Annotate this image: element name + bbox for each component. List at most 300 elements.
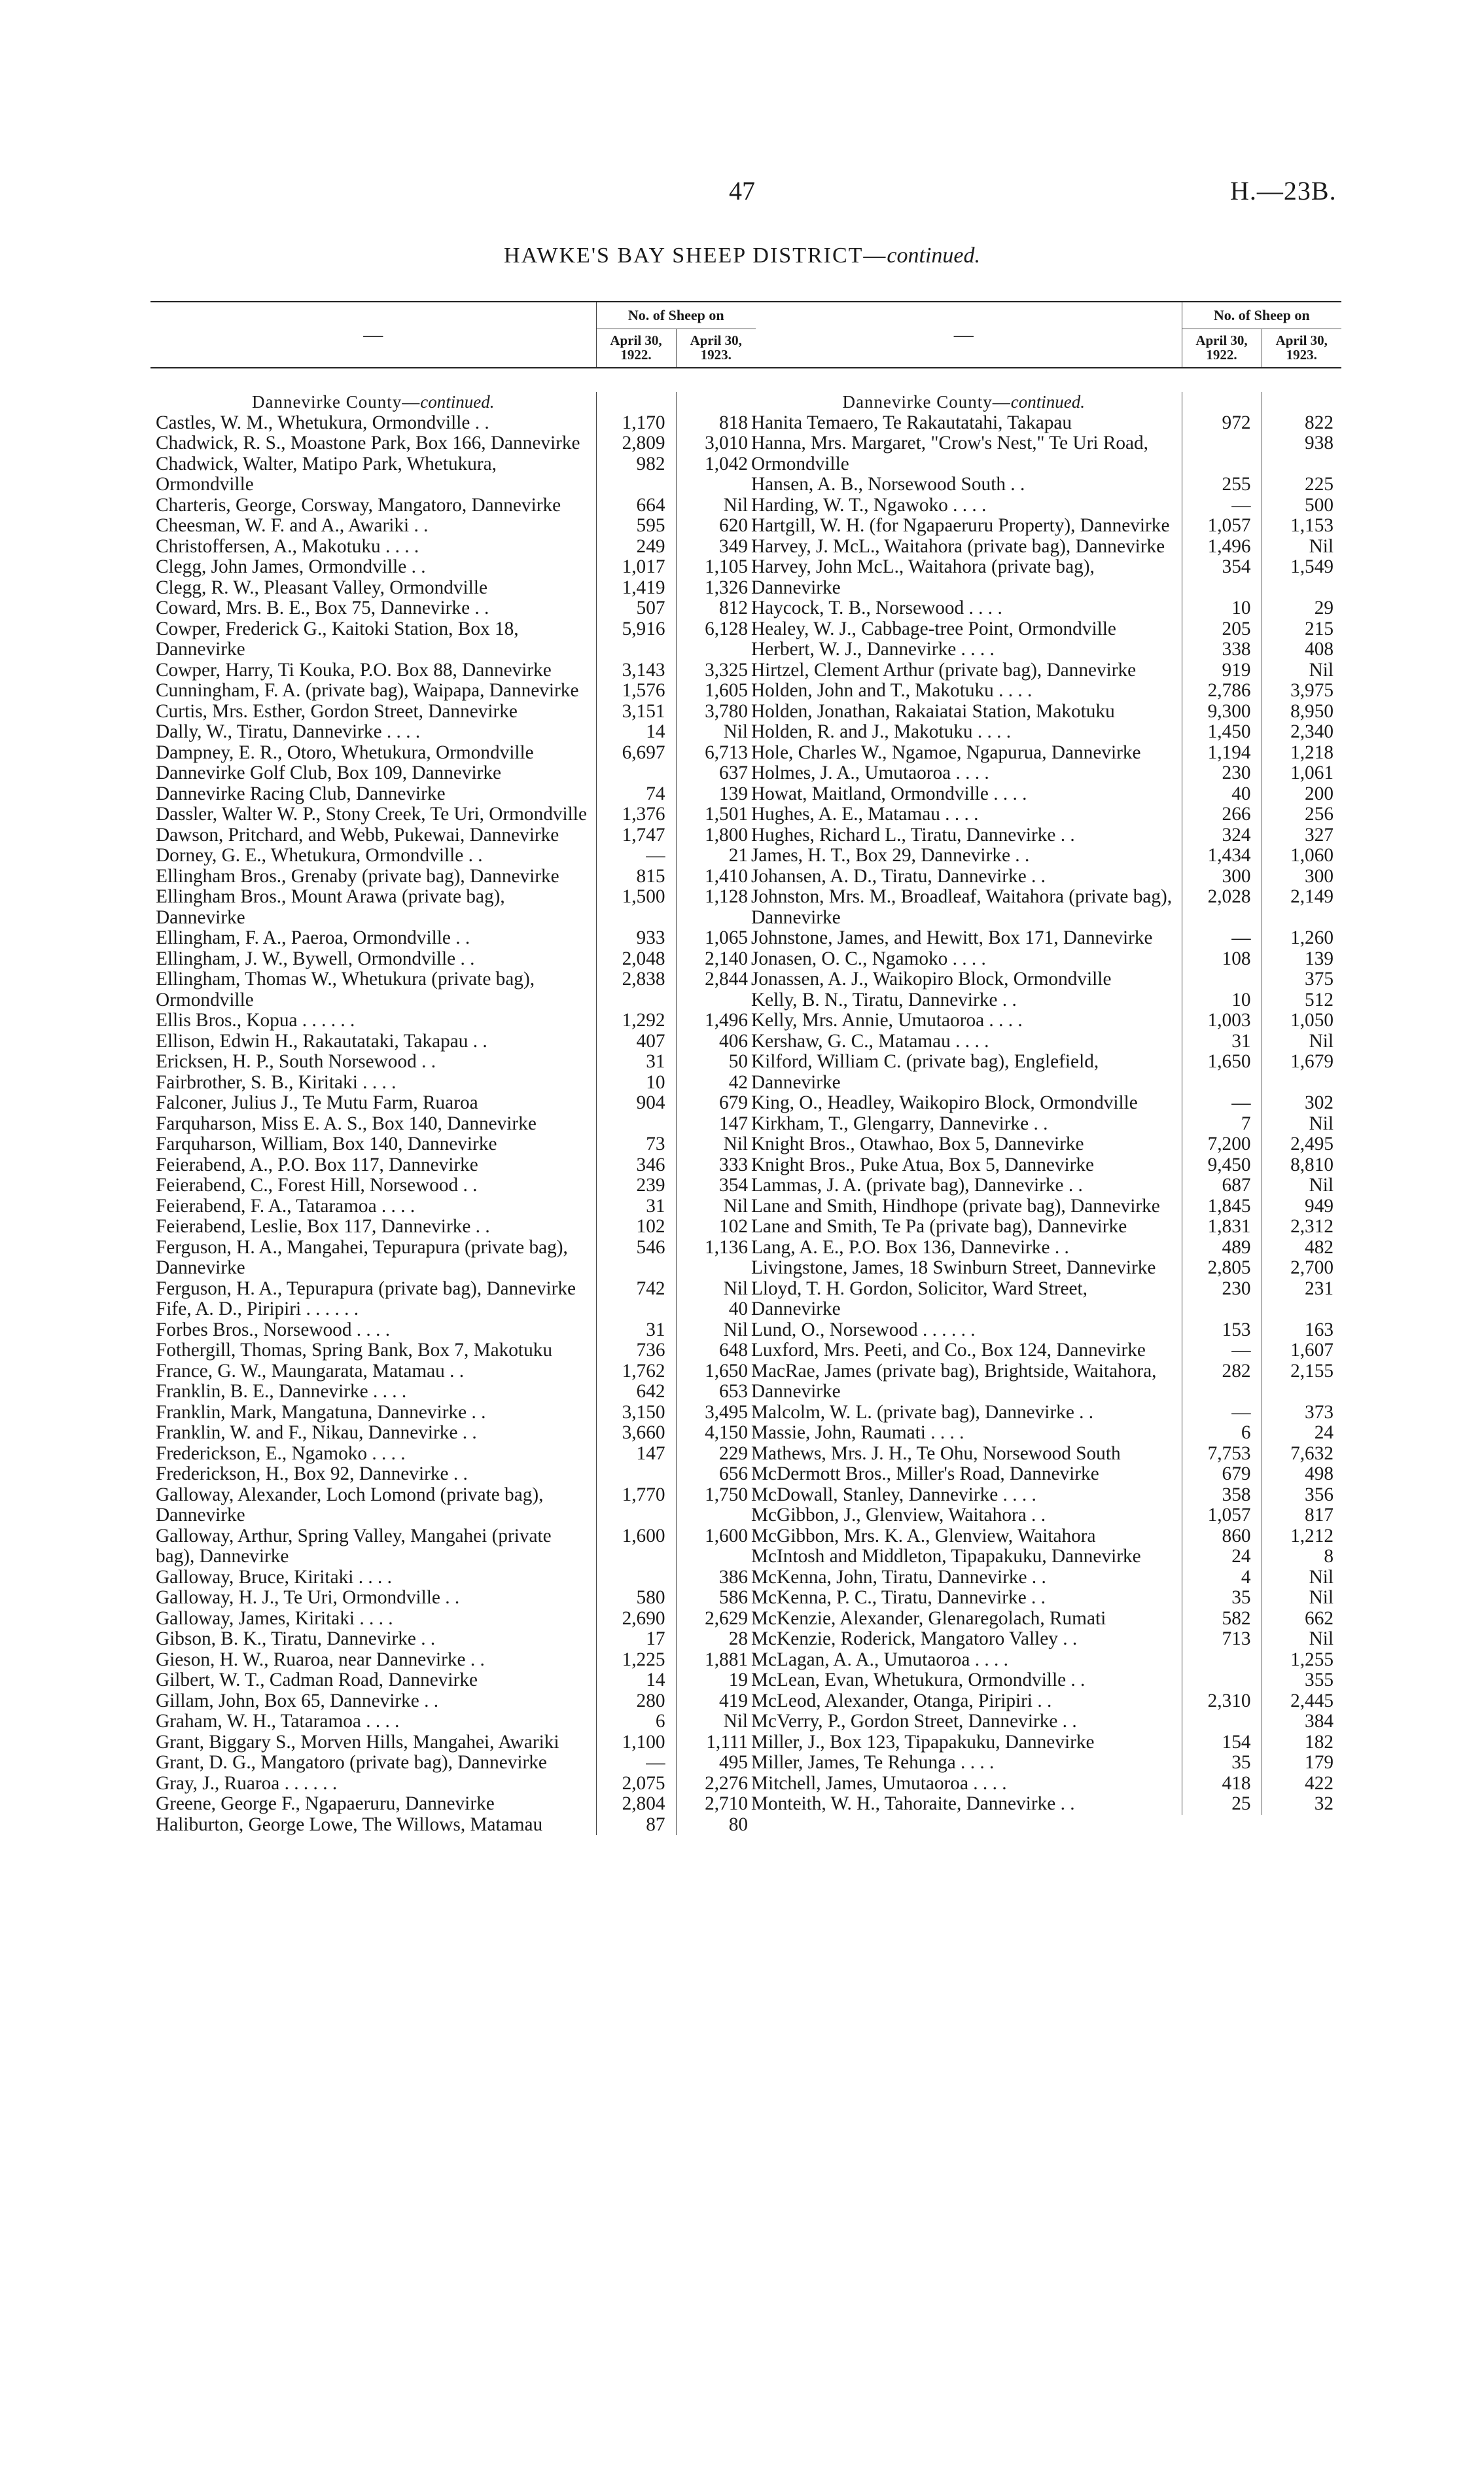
table-row — [746, 1155, 1341, 1176]
sheep-1923: 1,410 — [705, 865, 748, 887]
sheep-1922: 860 — [1182, 1526, 1262, 1547]
sheep-1923: 32 — [1314, 1793, 1334, 1814]
sheep-1922 — [596, 1567, 676, 1588]
sheep-1923: 586 — [719, 1587, 748, 1608]
sheep-1923: 215 — [1305, 618, 1334, 639]
sheep-1923: 7,632 — [1290, 1442, 1334, 1464]
sheep-1923: 422 — [1305, 1772, 1334, 1794]
table-row — [150, 1238, 756, 1279]
sheep-1922: 31 — [596, 1196, 676, 1217]
left-column — [150, 301, 756, 1835]
table-row — [746, 949, 1341, 970]
sheep-1923: 2,149 — [1290, 886, 1334, 907]
table-row — [150, 1464, 756, 1485]
owner-name: Monteith, W. H., Tahoraite, Dannevirke . . — [751, 1793, 1075, 1814]
table-row — [150, 660, 756, 681]
table-row — [150, 1588, 756, 1609]
table-row — [150, 1299, 756, 1320]
owner-name: Cunningham, F. A. (private bag), Waipapa, Dannevirke — [156, 680, 579, 701]
sheep-1922: 266 — [1182, 804, 1262, 825]
sheep-1923: 648 — [719, 1340, 748, 1361]
sheep-1922: — — [596, 1753, 676, 1774]
year-1922-line1: April 30, — [610, 332, 662, 348]
sheep-1922: 230 — [1182, 1279, 1262, 1320]
sheep-1922: 904 — [596, 1093, 676, 1114]
table-row — [746, 1031, 1341, 1052]
sheep-1923: 3,780 — [705, 700, 748, 722]
table-row — [746, 598, 1341, 619]
sheep-1922: 2,786 — [1182, 681, 1262, 702]
right-column — [746, 301, 1341, 1815]
sheep-1922: 2,075 — [596, 1774, 676, 1795]
sheep-1923: 2,312 — [1290, 1216, 1334, 1237]
sheep-1922: 6 — [596, 1711, 676, 1732]
sheep-1923: 1,105 — [705, 556, 748, 577]
sheep-1923: 1,496 — [705, 1010, 748, 1031]
sheep-1922: 324 — [1182, 825, 1262, 846]
table-row — [746, 1629, 1341, 1650]
sheep-1922: 73 — [596, 1134, 676, 1155]
owner-name: Hanna, Mrs. Margaret, "Crow's Nest," Te Uri Road, Ormondville — [751, 433, 1149, 474]
sheep-1923: 355 — [1305, 1670, 1334, 1690]
sheep-1923: 679 — [719, 1092, 748, 1113]
owner-name: Ellingham Bros., Mount Arawa (private bag), Dannevirke — [156, 886, 505, 928]
table-row — [150, 1175, 756, 1196]
owner-name: Ferguson, H. A., Mangahei, Tepurapura (private bag), Dannevirke — [156, 1236, 568, 1278]
table-row — [150, 1340, 756, 1361]
sheep-1923: 80 — [728, 1814, 748, 1835]
sheep-1922: 3,150 — [596, 1403, 676, 1423]
owner-name: Ellison, Edwin H., Rakautataki, Takapau . . — [156, 1030, 487, 1052]
table-row — [746, 1340, 1341, 1361]
table-row — [150, 1444, 756, 1465]
owner-name: Hirtzel, Clement Arthur (private bag), Dannevirke — [751, 659, 1137, 681]
owner-name: Franklin, Mark, Mangatuna, Dannevirke . . — [156, 1401, 486, 1423]
table-row — [746, 1691, 1341, 1712]
sheep-1922: 1,496 — [1182, 537, 1262, 558]
table-row — [746, 1238, 1341, 1259]
owner-name: Grant, D. G., Mangatoro (private bag), Dannevirke — [156, 1752, 547, 1773]
table-row — [150, 537, 756, 558]
sheep-1923: 1,501 — [705, 804, 748, 825]
sheep-1922: 1,003 — [1182, 1010, 1262, 1031]
sheep-1923: 2,710 — [705, 1793, 748, 1814]
sheep-1922: 1,194 — [1182, 743, 1262, 764]
owner-name: Galloway, James, Kiritaki . . . . — [156, 1607, 393, 1629]
sheep-1922 — [596, 1464, 676, 1485]
sheep-1923: 1,750 — [705, 1484, 748, 1505]
sheep-1922: 14 — [596, 1670, 676, 1691]
sheep-1923: 24 — [1314, 1422, 1334, 1443]
sheep-1923: 2,445 — [1290, 1690, 1334, 1711]
sheep-1922: 2,805 — [1182, 1258, 1262, 1279]
table-row — [150, 1155, 756, 1176]
sheep-1923: 1,042 — [705, 453, 748, 474]
table-row — [746, 1794, 1341, 1815]
sheep-1923: 349 — [719, 535, 748, 557]
sheep-1922: 742 — [596, 1279, 676, 1300]
table-row — [746, 1526, 1341, 1547]
table-row — [150, 743, 756, 764]
sheep-1923: 163 — [1305, 1319, 1334, 1340]
owner-name: Galloway, H. J., Te Uri, Ormondville . . — [156, 1587, 460, 1608]
owner-name: Hole, Charles W., Ngamoe, Ngapurua, Dannevirke — [751, 742, 1141, 763]
table-row — [150, 1134, 756, 1155]
table-row — [150, 1073, 756, 1094]
sheep-1922: 9,300 — [1182, 702, 1262, 723]
sheep-1923: 8 — [1324, 1546, 1334, 1567]
owner-name: Miller, J., Box 123, Tipapakuku, Dannevirke — [751, 1731, 1095, 1753]
sheep-1922: 982 — [596, 454, 676, 495]
sheep-1923: 2,340 — [1290, 721, 1334, 742]
table-row — [150, 1031, 756, 1052]
sheep-1922: 1,376 — [596, 804, 676, 825]
year-1922-line2: 1922. — [620, 347, 652, 363]
owner-name: Coward, Mrs. B. E., Box 75, Dannevirke . . — [156, 598, 489, 618]
owner-name: Ellingham, F. A., Paeroa, Ormondville . . — [156, 927, 470, 948]
sheep-1922: 2,809 — [596, 433, 676, 454]
table-row — [746, 784, 1341, 805]
sheep-1922: 546 — [596, 1238, 676, 1279]
sheep-1922: 1,770 — [596, 1485, 676, 1526]
owner-name: Feierabend, F. A., Tataramoa . . . . — [156, 1195, 415, 1217]
sheep-1923: 500 — [1305, 494, 1334, 516]
table-row — [150, 1629, 756, 1650]
sheep-1922: 1,057 — [1182, 1505, 1262, 1526]
sheep-1922: 1,017 — [596, 557, 676, 578]
sheep-table-left — [150, 301, 756, 1835]
sheep-1922: — — [1182, 495, 1262, 516]
sheep-1922: 2,048 — [596, 949, 676, 970]
owner-name: Malcolm, W. L. (private bag), Dannevirke . . — [751, 1401, 1094, 1423]
owner-name: Haycock, T. B., Norsewood . . . . — [751, 598, 1002, 618]
owner-name: Kershaw, G. C., Matamau . . . . — [751, 1030, 989, 1052]
sheep-1922 — [1182, 1650, 1262, 1671]
table-row — [150, 1526, 756, 1567]
sheep-1922: 6,697 — [596, 743, 676, 764]
sheep-1923: 256 — [1305, 804, 1334, 825]
owner-name: Chadwick, Walter, Matipo Park, Whetukura, Ormondville — [156, 453, 497, 495]
table-row — [746, 537, 1341, 558]
owner-name: Dawson, Pritchard, and Webb, Pukewai, Dannevirke — [156, 824, 559, 846]
sheep-1923: 200 — [1305, 783, 1334, 804]
owner-name: Hansen, A. B., Norsewood South . . — [751, 474, 1025, 495]
sheep-1923: 482 — [1305, 1236, 1334, 1258]
sheep-1922: 14 — [596, 722, 676, 743]
sheep-1923: 327 — [1305, 824, 1334, 846]
sheep-1923: 512 — [1305, 989, 1334, 1010]
table-row — [150, 784, 756, 805]
table-row — [150, 887, 756, 928]
sheep-1922: 933 — [596, 928, 676, 949]
sheep-1923: 40 — [728, 1298, 748, 1319]
sheep-1922 — [1182, 969, 1262, 990]
sheep-1923: 8,810 — [1290, 1154, 1334, 1175]
owner-name: Lane and Smith, Hindhope (private bag), Dannevirke — [751, 1195, 1160, 1217]
page-number: 47 — [729, 176, 755, 206]
owner-name: Ferguson, H. A., Tepurapura (private bag), Dannevirke — [156, 1278, 576, 1299]
sheep-count-group-header: No. of Sheep on — [1182, 302, 1341, 329]
owner-name: Dannevirke Golf Club, Box 109, Dannevirke — [156, 762, 502, 783]
owner-name: Holden, R. and J., Makotuku . . . . — [751, 721, 1012, 742]
owner-name: Johnstone, James, and Hewitt, Box 171, Dannevirke — [751, 927, 1153, 948]
sheep-1923: 1,549 — [1290, 556, 1334, 577]
year-1922-line2: 1922. — [1206, 347, 1237, 363]
owner-name: Herbert, W. J., Dannevirke . . . . — [751, 639, 995, 660]
owner-name: Lang, A. E., P.O. Box 136, Dannevirke . . — [751, 1236, 1069, 1258]
sheep-1922: 679 — [1182, 1464, 1262, 1485]
year-1923-line2: 1923. — [700, 347, 732, 363]
table-row — [746, 1175, 1341, 1196]
table-row — [150, 949, 756, 970]
sheep-1922: 108 — [1182, 949, 1262, 970]
sheep-1923: 229 — [719, 1442, 748, 1464]
sheep-1922: 346 — [596, 1155, 676, 1176]
sheep-1923: 1,260 — [1290, 927, 1334, 948]
table-row — [746, 1485, 1341, 1506]
owner-name: Hartgill, W. H. (for Ngapaeruru Property), Dannevirke — [751, 515, 1170, 536]
sheep-1922: 582 — [1182, 1609, 1262, 1630]
sheep-1923: Nil — [1309, 1175, 1334, 1196]
owner-name: Dorney, G. E., Whetukura, Ormondville . . — [156, 845, 483, 866]
sheep-1923: 8,950 — [1290, 700, 1334, 722]
table-row — [746, 1134, 1341, 1155]
sheep-1922: 815 — [596, 867, 676, 887]
sheep-1922: 418 — [1182, 1774, 1262, 1795]
sheep-1922 — [596, 1114, 676, 1135]
sheep-1923: 822 — [1305, 412, 1334, 433]
owner-name: Grant, Biggary S., Morven Hills, Mangahei, Awariki — [156, 1731, 559, 1753]
sheep-1923: 637 — [719, 762, 748, 783]
page-title — [0, 243, 1484, 268]
name-column-header: — — [150, 302, 596, 368]
sheep-1923: 1,061 — [1290, 762, 1334, 783]
owner-name: McGibbon, J., Glenview, Waitahora . . — [751, 1505, 1046, 1526]
sheep-1922: 7 — [1182, 1114, 1262, 1135]
sheep-1922: 595 — [596, 516, 676, 537]
sheep-1923: 498 — [1305, 1463, 1334, 1484]
sheep-1922: 102 — [596, 1217, 676, 1238]
owner-name: Kilford, William C. (private bag), Englefield, Dannevirke — [751, 1051, 1099, 1093]
owner-name: Ellingham, J. W., Bywell, Ormondville . . — [156, 948, 475, 969]
county-suffix: continued. — [1010, 392, 1085, 412]
sheep-1922: 7,200 — [1182, 1134, 1262, 1155]
sheep-1922: 3,151 — [596, 702, 676, 723]
sheep-1923: 19 — [728, 1670, 748, 1690]
sheep-1923: Nil — [1309, 659, 1334, 681]
table-row — [746, 722, 1341, 743]
sheep-1922: 507 — [596, 598, 676, 619]
sheep-1923: 225 — [1305, 474, 1334, 495]
sheep-1923: 406 — [719, 1030, 748, 1052]
table-row — [746, 1670, 1341, 1691]
owner-name: Ericksen, H. P., South Norsewood . . — [156, 1051, 436, 1072]
sheep-1922: 1,419 — [596, 578, 676, 599]
owner-name: Harvey, John McL., Waitahora (private bag), Dannevirke — [751, 556, 1095, 598]
sheep-1922: 31 — [596, 1052, 676, 1073]
owner-name: Knight Bros., Puke Atua, Box 5, Dannevirke — [751, 1154, 1095, 1175]
owner-name: Luxford, Mrs. Peeti, and Co., Box 124, Dannevirke — [751, 1340, 1146, 1361]
table-row — [150, 1361, 756, 1382]
owner-name: Frederickson, E., Ngamoko . . . . — [156, 1442, 406, 1464]
sheep-1923: 3,010 — [705, 433, 748, 454]
sheep-1922: 687 — [1182, 1175, 1262, 1196]
table-row — [746, 846, 1341, 867]
sheep-1922: — — [1182, 1340, 1262, 1361]
owner-name: Cheesman, W. F. and A., Awariki . . — [156, 515, 429, 536]
sheep-1923: Nil — [723, 1278, 748, 1299]
owner-name: Ellingham Bros., Grenaby (private bag), Dannevirke — [156, 865, 559, 887]
sheep-1923: 2,276 — [705, 1772, 748, 1794]
sheep-1922: 35 — [1182, 1588, 1262, 1609]
table-row — [746, 969, 1341, 990]
year-1923-header — [676, 329, 756, 368]
sheep-1922: 87 — [596, 1815, 676, 1836]
owner-name: Johansen, A. D., Tiratu, Dannevirke . . — [751, 865, 1046, 887]
table-row — [150, 1732, 756, 1753]
sheep-1923: 102 — [719, 1216, 748, 1237]
owner-name: Galloway, Arthur, Spring Valley, Mangahei (private bag), Dannevirke — [156, 1525, 552, 1567]
sheep-1922: 1,500 — [596, 887, 676, 928]
owner-name: Hughes, A. E., Matamau . . . . — [751, 804, 979, 825]
table-row — [746, 1196, 1341, 1217]
table-row — [746, 1279, 1341, 1320]
sheep-1923: 2,629 — [705, 1607, 748, 1629]
sheep-1922: 230 — [1182, 763, 1262, 784]
sheep-1922: 1,576 — [596, 681, 676, 702]
table-row — [746, 1444, 1341, 1465]
sheep-1923: Nil — [723, 1319, 748, 1340]
table-row — [746, 702, 1341, 723]
owner-name: Charteris, George, Corsway, Mangatoro, Dannevirke — [156, 494, 561, 516]
owner-name: Cowper, Frederick G., Kaitoki Station, Box 18, Dannevirke — [156, 618, 519, 660]
owner-name: McGibbon, Mrs. K. A., Glenview, Waitahora — [751, 1525, 1096, 1546]
owner-name: Graham, W. H., Tataramoa . . . . — [156, 1711, 400, 1732]
owner-name: Cowper, Harry, Ti Kouka, P.O. Box 88, Dannevirke — [156, 659, 552, 681]
owner-name: Clegg, R. W., Pleasant Valley, Ormondville — [156, 577, 487, 598]
sheep-1922: 580 — [596, 1588, 676, 1609]
sheep-1922: 1,057 — [1182, 516, 1262, 537]
owner-name: Ellingham, Thomas W., Whetukura (private bag), Ormondville — [156, 969, 535, 1010]
sheep-1923: 419 — [719, 1690, 748, 1711]
sheep-1922: 972 — [1182, 413, 1262, 434]
table-row — [150, 1794, 756, 1815]
owner-name: Healey, W. J., Cabbage-tree Point, Ormondville — [751, 618, 1116, 639]
table-row — [150, 763, 756, 784]
sheep-1922: 489 — [1182, 1238, 1262, 1259]
owner-name: Harvey, J. McL., Waitahora (private bag), Dannevirke — [751, 535, 1165, 557]
sheep-1923: 1,607 — [1290, 1340, 1334, 1361]
sheep-1922: 2,804 — [596, 1794, 676, 1815]
owner-name: Mathews, Mrs. J. H., Te Ohu, Norsewood South — [751, 1442, 1121, 1464]
table-row — [746, 1546, 1341, 1567]
table-row — [746, 1567, 1341, 1588]
sheep-1922: 407 — [596, 1031, 676, 1052]
sheep-1923: 1,881 — [705, 1649, 748, 1670]
table-row — [746, 557, 1341, 598]
owner-name: Greene, George F., Ngapaeruru, Dannevirke — [156, 1793, 495, 1814]
sheep-1923: 384 — [1305, 1711, 1334, 1732]
sheep-1923: 949 — [1305, 1195, 1334, 1217]
sheep-1923: 2,844 — [705, 969, 748, 990]
owner-name: Gray, J., Ruaroa . . . . . . — [156, 1772, 338, 1794]
sheep-1922: 2,838 — [596, 969, 676, 1010]
sheep-1923: 1,679 — [1290, 1051, 1334, 1072]
owner-name: Franklin, B. E., Dannevirke . . . . — [156, 1381, 407, 1402]
owner-name: Christoffersen, A., Makotuku . . . . — [156, 535, 419, 557]
table-row — [746, 495, 1341, 516]
owner-name: Hughes, Richard L., Tiratu, Dannevirke . . — [751, 824, 1075, 846]
owner-name: Massie, John, Raumati . . . . — [751, 1422, 964, 1443]
table-row — [746, 887, 1341, 928]
table-row — [746, 1052, 1341, 1093]
owner-name: Holmes, J. A., Umutaoroa . . . . — [751, 762, 989, 783]
table-row — [150, 1279, 756, 1300]
owner-name: McKenna, P. C., Tiratu, Dannevirke . . — [751, 1587, 1046, 1608]
owner-name: Farquharson, William, Box 140, Dannevirke — [156, 1134, 497, 1154]
owner-name: McLeod, Alexander, Otanga, Piripiri . . — [751, 1690, 1052, 1711]
sheep-1923: 812 — [719, 598, 748, 618]
owner-name: MacRae, James (private bag), Brightside, Waitahora, Dannevirke — [751, 1360, 1157, 1402]
sheep-1922: 1,450 — [1182, 722, 1262, 743]
table-row — [150, 1815, 756, 1836]
sheep-1922: 205 — [1182, 619, 1262, 640]
table-row — [150, 969, 756, 1010]
sheep-1923: 147 — [719, 1113, 748, 1134]
sheep-1922: 239 — [596, 1175, 676, 1196]
year-1923-line2: 1923. — [1286, 347, 1317, 363]
sheep-1922: 2,310 — [1182, 1691, 1262, 1712]
sheep-1922: 1,170 — [596, 413, 676, 434]
sheep-1923: 300 — [1305, 865, 1334, 887]
sheep-1923: 50 — [728, 1051, 748, 1072]
owner-name: Forbes Bros., Norsewood . . . . — [156, 1319, 391, 1340]
sheep-1922: 25 — [1182, 1794, 1262, 1815]
sheep-1922: 74 — [596, 784, 676, 805]
owner-name: McDermott Bros., Miller's Road, Dannevirke — [751, 1463, 1099, 1484]
sheep-1923: 1,218 — [1290, 742, 1334, 763]
table-row — [150, 825, 756, 846]
table-row — [746, 1258, 1341, 1279]
owner-name: Lloyd, T. H. Gordon, Solicitor, Ward Street, Dannevirke — [751, 1278, 1087, 1319]
sheep-1923: 1,065 — [705, 927, 748, 948]
county-heading — [150, 392, 596, 413]
table-row — [746, 1217, 1341, 1238]
table-row — [150, 1567, 756, 1588]
sheep-1923: 373 — [1305, 1401, 1334, 1423]
sheep-1922: 31 — [596, 1320, 676, 1341]
owner-name: Mitchell, James, Umutaoroa . . . . — [751, 1772, 1007, 1794]
owner-name: Ellis Bros., Kopua . . . . . . — [156, 1010, 355, 1031]
sheep-1922 — [1182, 1670, 1262, 1691]
sheep-1923: 375 — [1305, 969, 1334, 990]
sheep-1923: Nil — [1309, 1030, 1334, 1052]
sheep-1922: 282 — [1182, 1361, 1262, 1403]
sheep-1922: 664 — [596, 495, 676, 516]
year-1923-line1: April 30, — [1275, 332, 1328, 348]
table-row — [746, 1423, 1341, 1444]
sheep-1922: 6 — [1182, 1423, 1262, 1444]
table-row — [150, 1670, 756, 1691]
table-row — [746, 928, 1341, 949]
sheep-1922: 4 — [1182, 1567, 1262, 1588]
table-row — [150, 433, 756, 454]
sheep-1923: 302 — [1305, 1092, 1334, 1113]
sheep-1922 — [1182, 433, 1262, 474]
sheep-1923: 3,325 — [705, 659, 748, 681]
table-row — [150, 1382, 756, 1403]
sheep-1922: 354 — [1182, 557, 1262, 598]
